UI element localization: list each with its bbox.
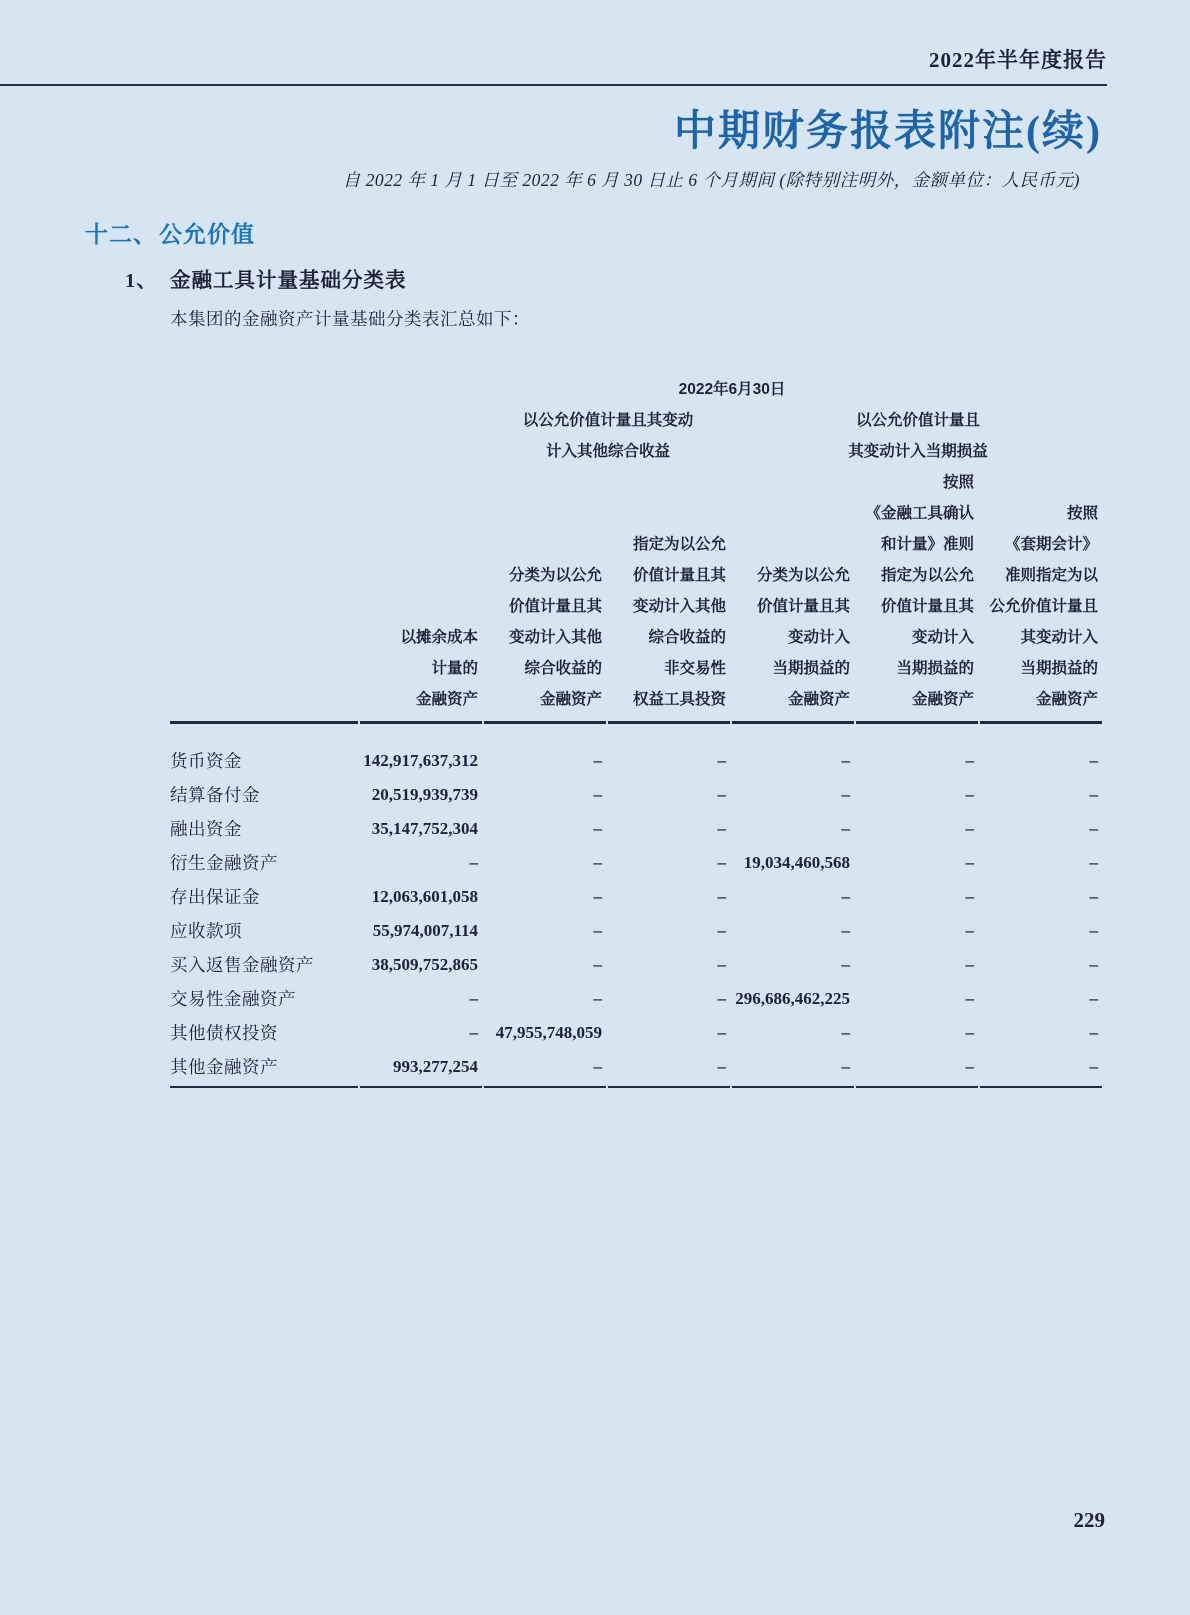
column-header-line: 综合收益的 — [524, 660, 602, 677]
row-label: 交易性金融资产 — [170, 989, 296, 1009]
row-value: 19,034,460,568 — [743, 853, 850, 872]
page-subtitle: 自 2022 年 1 月 1 日至 2022 年 6 月 30 日止 6 个月期间 (除特别注明外，金额单位：人民币元) — [342, 170, 1080, 190]
group-header-line: 以公允价值计量且 — [855, 412, 980, 429]
label-column-spacer — [170, 467, 360, 715]
financial-assets-table — [170, 374, 1104, 1088]
row-value: – — [965, 887, 974, 906]
date-header: 2022年6月30日 — [678, 381, 786, 398]
table-column-header-row — [170, 467, 1104, 715]
row-value: 993,277,254 — [393, 1057, 478, 1076]
subsection-heading — [125, 263, 407, 293]
group-header-fvoci — [484, 405, 732, 467]
row-label: 存出保证金 — [170, 887, 260, 907]
row-value: – — [717, 1023, 726, 1042]
subsection-title: 金融工具计量基础分类表 — [170, 270, 407, 292]
row-value: – — [469, 989, 478, 1008]
table-bottom-rule — [170, 1084, 1104, 1088]
row-value: – — [965, 955, 974, 974]
rule-segment — [732, 721, 854, 724]
rule-segment — [608, 1086, 730, 1088]
table-group-header-row — [170, 405, 1104, 467]
row-value: – — [717, 751, 726, 770]
column-header-line: 金融资产 — [787, 691, 850, 708]
row-value: – — [841, 921, 850, 940]
row-value: 20,519,939,739 — [371, 785, 478, 804]
group-header-line: 以公允价值计量且其变动 — [522, 412, 694, 429]
row-value: – — [593, 751, 602, 770]
row-value: – — [1089, 819, 1098, 838]
row-label: 应收款项 — [170, 921, 242, 941]
row-value: – — [841, 1057, 850, 1076]
subsection-number: 1、 — [125, 270, 158, 292]
table-body — [170, 724, 1104, 1084]
column-header-6 — [980, 467, 1104, 715]
column-header-line: 《金融工具确认 — [865, 505, 974, 522]
column-header-line: 价值计量且其 — [508, 598, 602, 615]
rule-segment — [608, 721, 730, 724]
intro-text: 本集团的金融资产计量基础分类表汇总如下： — [170, 309, 530, 329]
row-value: – — [593, 989, 602, 1008]
column-header-line: 金融资产 — [415, 691, 478, 708]
row-value: – — [717, 989, 726, 1008]
row-value: – — [841, 955, 850, 974]
row-value: – — [965, 819, 974, 838]
row-label: 融出资金 — [170, 819, 242, 839]
row-value: 55,974,007,114 — [372, 921, 478, 940]
row-value: – — [841, 751, 850, 770]
column-header-line: 变动计入其他 — [632, 598, 726, 615]
row-value: – — [1089, 751, 1098, 770]
row-value: – — [717, 887, 726, 906]
column-header-line: 金融资产 — [1035, 691, 1098, 708]
column-header-line: 公允价值计量且 — [989, 598, 1098, 615]
column-header-line: 变动计入其他 — [508, 629, 602, 646]
row-value: – — [965, 1057, 974, 1076]
row-value: 142,917,637,312 — [363, 751, 478, 770]
row-value: – — [965, 989, 974, 1008]
column-header-line: 以摊余成本 — [400, 629, 478, 646]
column-header-2 — [484, 467, 608, 715]
row-value: – — [965, 785, 974, 804]
row-value: – — [1089, 989, 1098, 1008]
row-value: – — [1089, 1023, 1098, 1042]
page-title: 中期财务报表附注(续) — [674, 109, 1102, 155]
column-header-line: 价值计量且其 — [632, 567, 726, 584]
column-header-line: 指定为以公允 — [632, 536, 726, 553]
row-value: – — [593, 819, 602, 838]
rule-segment — [980, 1086, 1102, 1088]
row-label: 结算备付金 — [170, 785, 260, 805]
column-header-4 — [732, 467, 856, 715]
row-label: 其他债权投资 — [170, 1023, 278, 1043]
column-header-line: 《套期会计》 — [1004, 536, 1098, 553]
section-title: 公允价值 — [159, 222, 255, 247]
row-value: – — [717, 819, 726, 838]
row-value: 35,147,752,304 — [371, 819, 478, 838]
row-value: – — [593, 955, 602, 974]
row-value: – — [965, 921, 974, 940]
table-row — [170, 880, 1104, 914]
row-label: 买入返售金融资产 — [170, 955, 314, 975]
row-value: – — [717, 853, 726, 872]
row-value: – — [717, 955, 726, 974]
column-header-line: 指定为以公允 — [880, 567, 974, 584]
rule-segment — [980, 721, 1102, 724]
column-header-line: 权益工具投资 — [632, 691, 726, 708]
column-header-line: 按照 — [942, 474, 974, 491]
column-header-line: 当期损益的 — [772, 660, 850, 677]
table-row — [170, 778, 1104, 812]
table-row — [170, 812, 1104, 846]
group-header-line: 计入其他综合收益 — [545, 443, 670, 460]
column-header-line: 分类为以公允 — [508, 567, 602, 584]
table-row — [170, 1016, 1104, 1050]
row-value: – — [965, 853, 974, 872]
row-value: – — [1089, 955, 1098, 974]
row-value: – — [469, 853, 478, 872]
row-value: – — [469, 1023, 478, 1042]
row-value: – — [1089, 853, 1098, 872]
column-header-line: 变动计入 — [787, 629, 850, 646]
row-value: – — [965, 751, 974, 770]
row-value: – — [841, 1023, 850, 1042]
row-label: 衍生金融资产 — [170, 853, 278, 873]
row-value: – — [965, 1023, 974, 1042]
rule-segment — [360, 721, 482, 724]
column-header-line: 计量的 — [431, 660, 478, 677]
table-row — [170, 914, 1104, 948]
column-header-line: 金融资产 — [539, 691, 602, 708]
row-label: 货币资金 — [170, 751, 242, 771]
rule-segment — [484, 721, 606, 724]
row-value: 296,686,462,225 — [735, 989, 850, 1008]
row-value: – — [593, 1057, 602, 1076]
table-date-row — [170, 374, 1104, 405]
row-value: 12,063,601,058 — [371, 887, 478, 906]
row-value: – — [841, 819, 850, 838]
rule-segment — [170, 1086, 358, 1088]
row-value: – — [1089, 1057, 1098, 1076]
column-header-5 — [856, 467, 980, 715]
column-header-line: 非交易性 — [663, 660, 726, 677]
column-header-line: 当期损益的 — [1020, 660, 1098, 677]
rule-segment — [856, 721, 978, 724]
column-header-line: 按照 — [1066, 505, 1098, 522]
row-value: 47,955,748,059 — [495, 1023, 602, 1042]
table-row — [170, 846, 1104, 880]
group-header-fvtpl — [732, 405, 1104, 467]
row-value: – — [717, 785, 726, 804]
rule-segment — [484, 1086, 606, 1088]
column-header-3 — [608, 467, 732, 715]
column-header-line: 价值计量且其 — [880, 598, 974, 615]
rule-segment — [170, 721, 358, 724]
column-header-1 — [360, 467, 484, 715]
section-number: 十二、 — [85, 222, 157, 247]
row-value: – — [593, 785, 602, 804]
row-value: – — [1089, 887, 1098, 906]
rule-segment — [856, 1086, 978, 1088]
column-header-line: 变动计入 — [911, 629, 974, 646]
row-value: – — [593, 887, 602, 906]
rule-segment — [732, 1086, 854, 1088]
report-header: 2022年半年度报告 — [929, 48, 1107, 72]
row-value: – — [593, 921, 602, 940]
column-header-line: 综合收益的 — [648, 629, 726, 646]
table-row — [170, 982, 1104, 1016]
table-row — [170, 744, 1104, 778]
column-header-line: 和计量》准则 — [880, 536, 974, 553]
rule-segment — [360, 1086, 482, 1088]
column-header-line: 准则指定为以 — [1004, 567, 1098, 584]
column-header-line: 金融资产 — [911, 691, 974, 708]
column-header-line: 当期损益的 — [896, 660, 974, 677]
row-value: – — [593, 853, 602, 872]
page-number: 229 — [1073, 1508, 1105, 1532]
row-label: 其他金融资产 — [170, 1057, 278, 1077]
table-row — [170, 1050, 1104, 1084]
row-value: – — [717, 1057, 726, 1076]
table-header-rule — [170, 721, 1104, 724]
header-divider-line — [0, 84, 1107, 86]
row-value: – — [717, 921, 726, 940]
section-heading — [85, 216, 255, 249]
group-header-line: 其变动计入当期损益 — [848, 443, 988, 460]
row-value: 38,509,752,865 — [371, 955, 478, 974]
column-header-line: 价值计量且其 — [756, 598, 850, 615]
table-row — [170, 948, 1104, 982]
row-value: – — [1089, 921, 1098, 940]
column-header-line: 分类为以公允 — [756, 567, 850, 584]
column-header-line: 其变动计入 — [1020, 629, 1098, 646]
row-value: – — [841, 785, 850, 804]
row-value: – — [841, 887, 850, 906]
row-value: – — [1089, 785, 1098, 804]
